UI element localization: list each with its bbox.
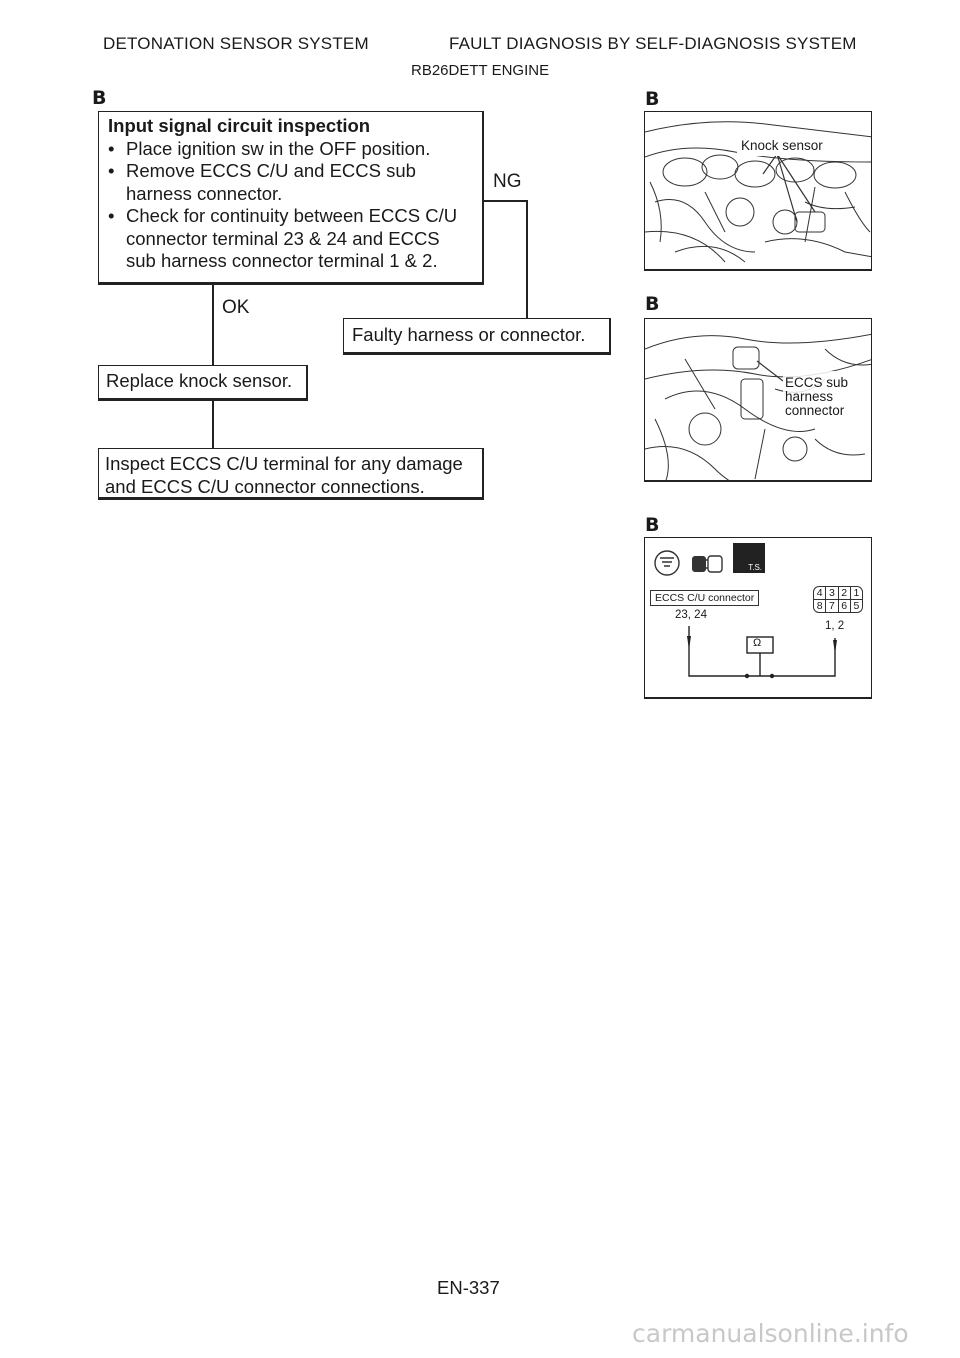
ok-branch-label: OK (222, 297, 250, 318)
faulty-harness-box: Faulty harness or connector. (343, 318, 611, 355)
step-item: • Place ignition sw in the OFF position. (108, 138, 474, 161)
knock-sensor-figure (644, 111, 872, 271)
ok-connector-2 (212, 401, 214, 448)
connector-pin: 6 (839, 600, 851, 612)
sub-harness-terminals-label: 1, 2 (825, 620, 845, 632)
ok-connector-1 (212, 285, 214, 365)
page-number: EN-337 (437, 1277, 500, 1298)
harness-connector-callout: ECCS sub harness connector (785, 375, 849, 418)
figure-1-label: B (645, 88, 660, 110)
header-subtitle: RB26DETT ENGINE (411, 62, 550, 79)
connector-pin: 5 (853, 600, 860, 612)
connector-pin: 3 (826, 587, 838, 599)
header-left-title: DETONATION SENSOR SYSTEM (103, 34, 369, 53)
watermark: carmanualsonline.info (632, 1319, 909, 1348)
figure-2-label: B (645, 293, 660, 315)
figure-3-label: B (645, 514, 660, 536)
tester-icon-text: T.S. (748, 563, 762, 572)
ng-connector-horizontal (484, 200, 527, 202)
replace-knock-sensor-box: Replace knock sensor. (98, 365, 308, 401)
eccs-connector-label: ECCS C/U connector (650, 590, 759, 606)
ng-connector-vertical (526, 200, 528, 319)
ohmmeter-symbol: Ω (753, 637, 762, 649)
inspect-terminal-box: Inspect ECCS C/U terminal for any damage and ECCS C/U connector connections. (98, 448, 484, 500)
connector-pin: 4 (814, 587, 826, 599)
inspection-step-list (108, 138, 474, 273)
connector-pin: 7 (826, 600, 838, 612)
connector-pin: 8 (814, 600, 826, 612)
knock-sensor-callout: Knock sensor (741, 138, 823, 153)
header-right-title: FAULT DIAGNOSIS BY SELF-DIAGNOSIS SYSTEM (449, 34, 857, 53)
connector-pin: 2 (839, 587, 851, 599)
connector-pin: 1 (853, 587, 860, 599)
continuity-check-figure (644, 537, 872, 699)
section-label: B (92, 87, 107, 109)
engine-illustration (645, 112, 872, 271)
eccs-terminals-label: 23, 24 (675, 609, 707, 621)
inspection-step-box (98, 111, 484, 285)
step-item: • Remove ECCS C/U and ECCS sub harness connector. (108, 160, 474, 205)
ng-branch-label: NG (493, 171, 522, 192)
step-item: • Check for continuity between ECCS C/U connector terminal 23 & 24 and ECCS sub harness connector terminal 1 & 2. (108, 205, 474, 273)
harness-connector-figure (644, 318, 872, 482)
inspection-step-title: Input signal circuit inspection (108, 115, 371, 136)
probe-wiring (645, 538, 873, 700)
